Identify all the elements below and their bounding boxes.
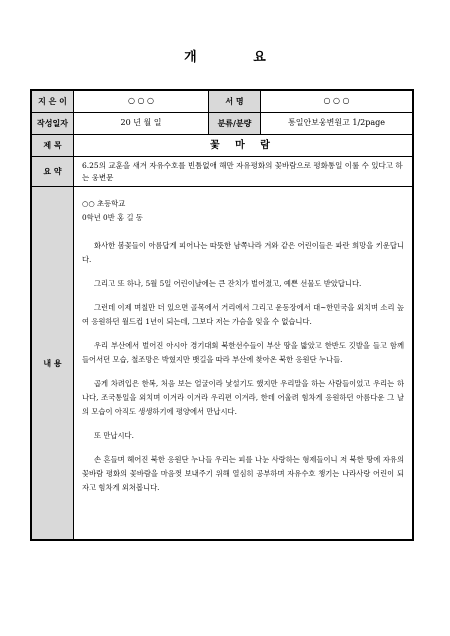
- signature-label: 서 명: [209, 91, 261, 112]
- school-name: ○○ 초등학교: [82, 199, 126, 208]
- content-label: 내 용: [32, 187, 74, 539]
- paragraph: 손 흔들며 헤어진 북한 응원단 누나들 우리는 피를 나눈 사랑하는 형제들이니 저 북한 땅에 자유의 꽃바람 평화의 꽃바람을 마음껏 보내주기 위해 열심히 공부하며 자유수호 챙기는 나라사랑 어린이 되자고 힘차게 외쳐봅니다.: [82, 455, 404, 492]
- subject-row: [32, 135, 412, 157]
- subject-value: 꽃 마 람: [210, 140, 276, 151]
- author-row: [32, 91, 412, 113]
- content-row: [32, 187, 412, 539]
- category-value: 통일안보웅변원고 1/2page: [288, 118, 385, 128]
- category-label: 분류/분량: [209, 113, 261, 134]
- signature-value: ○ ○ ○: [323, 96, 350, 106]
- paragraph: 우리 부산에서 벌어진 아시아 경기대회 북한선수들이 부산 땅을 밟았고 한반도 깃발을 들고 함께 들어서던 모습, 철조망은 박혔지만 뱃길을 따라 부산에 찾아온 북한 응원단 누나들.: [82, 341, 404, 364]
- summary-value: 6.25의 교훈을 새겨 자유수호를 빈틈없애 해만 자유평화의 꽃바람으로 평화통일 이룰 수 있다고 하는 웅변문: [82, 160, 403, 182]
- date-value: 20 년 월 일: [74, 113, 209, 134]
- summary-row: [32, 157, 412, 187]
- overview-form: [30, 89, 414, 541]
- student-name: 0학년 0반 홍 길 동: [82, 213, 143, 222]
- document-title: 개 요: [184, 50, 292, 65]
- date-row: [32, 113, 412, 135]
- paragraph: 화사한 봄꽃들이 아름답게 피어나는 따뜻한 남쪽나라 겨와 같은 어린이들은 파란 희망을 키운답니다.: [82, 241, 404, 264]
- paragraph: 또 만납시다.: [94, 431, 134, 440]
- summary-label: 요 약: [32, 157, 74, 186]
- date-label: 작성일자: [32, 113, 74, 134]
- paragraph: 그런데 이제 며칠만 더 있으면 골목에서 거리에서 그리고 운동장에서 대~한민국을 외치며 소리 높여 응원하던 월드컵 1년이 되는데, 그보다 저는 가슴을 잊을 수 없습니다.: [82, 303, 404, 326]
- content-body: [74, 187, 412, 539]
- author-value: ○ ○ ○: [74, 91, 209, 112]
- paragraph: 그리고 또 하나, 5월 5일 어린이날에는 큰 잔치가 벌어졌고, 예쁜 선물도 받았답니다.: [94, 279, 362, 288]
- paragraph: 곱게 차려입은 한복, 처음 보는 얼굴이라 낯설기도 했지만 우리말을 하는 사람들이었고 우리는 하나다, 조국통일을 외치며 이겨라 이겨라 우리편 이겨라, 한데 어울려 힘차게 응원하던 아름다운 그 날의 모습이 아직도 생생하기에 평양에서 만납시다.: [82, 379, 404, 416]
- author-label: 지 은 이: [32, 91, 74, 112]
- subject-label: 제 목: [32, 135, 74, 156]
